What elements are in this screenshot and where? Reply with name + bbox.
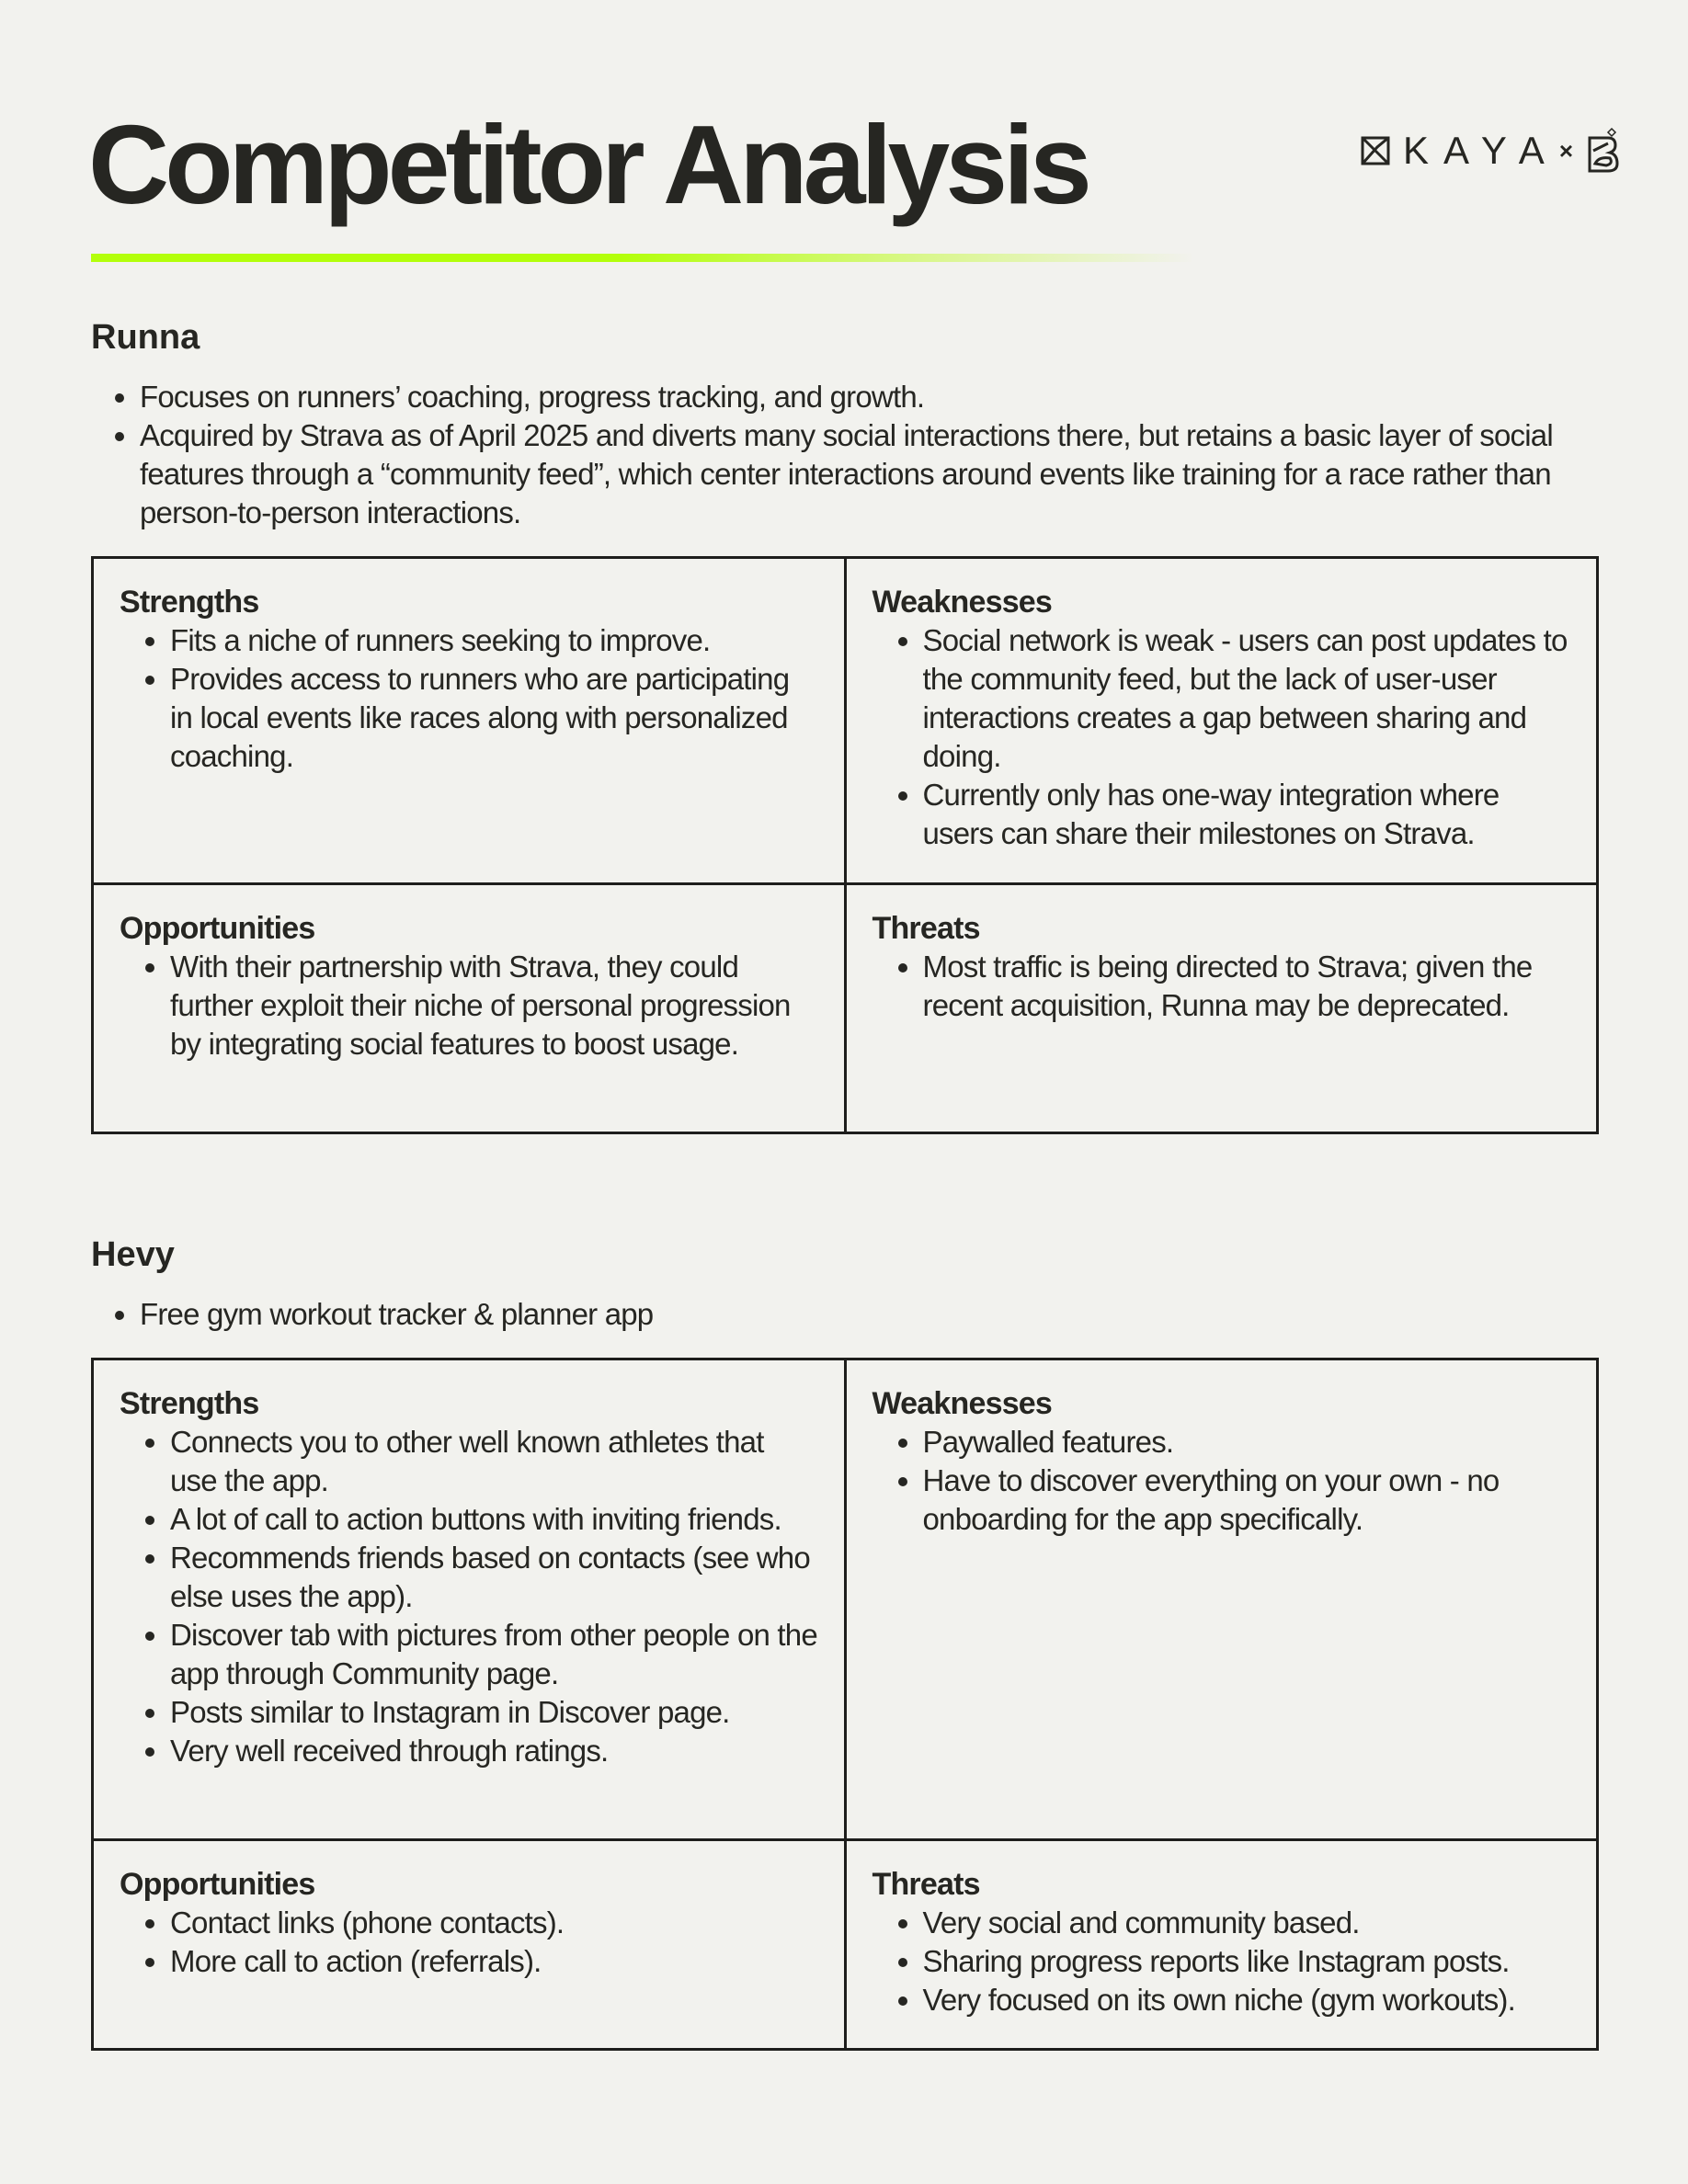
list-item: • Currently only has one-way integration where users can share their milestones on Strava. [923, 776, 1571, 853]
weaknesses-cell [845, 1359, 1598, 1840]
opportunities-cell [93, 1840, 846, 2050]
logo-text: KAYA [1403, 129, 1559, 172]
list-item: • Contact links (phone contacts). [170, 1904, 818, 1942]
list-item: • Paywalled features. [923, 1423, 1571, 1462]
threats-cell [845, 1840, 1598, 2050]
list-item: • Acquired by Strava as of April 2025 and diverts many social interactions there, but retains a basic layer of social features through a “community feed”, which center interactions around events like training for a race rather than person-to-person interactions. [140, 416, 1599, 532]
cell-heading: Opportunities [120, 1867, 315, 1902]
list-item: • Have to discover everything on your own - no onboarding for the app specifically. [923, 1462, 1571, 1539]
list-item: • Fits a niche of runners seeking to improve. [170, 621, 818, 660]
threats-cell [845, 884, 1598, 1133]
list-item: • More call to action (referrals). [170, 1942, 818, 1981]
cell-heading: Opportunities [120, 911, 315, 946]
list-item: • Connects you to other well known athletes that use the app. [170, 1423, 818, 1500]
title-underline [91, 254, 1194, 262]
section-runna [91, 318, 1599, 1134]
kaya-mark-icon [1361, 136, 1390, 165]
list-item: • Focuses on runners’ coaching, progress tracking, and growth. [140, 378, 1599, 416]
section-heading: Hevy [91, 1235, 175, 1274]
b-brand-icon [1586, 127, 1619, 175]
intro-list [91, 378, 1599, 532]
kaya-logo [1361, 127, 1619, 175]
cell-heading: Strengths [120, 1386, 259, 1421]
list-item: • Very well received through ratings. [170, 1732, 818, 1770]
list-item: • Very focused on its own niche (gym workouts). [923, 1981, 1571, 2019]
list-item: • Most traffic is being directed to Strava; given the recent acquisition, Runna may be deprecated. [923, 948, 1571, 1025]
swot-table [91, 1358, 1599, 2051]
list-item: • Posts similar to Instagram in Discover page. [170, 1693, 818, 1732]
strengths-cell [93, 1359, 846, 1840]
logo-separator: × [1558, 136, 1574, 165]
weaknesses-cell [845, 558, 1598, 884]
strengths-cell [93, 558, 846, 884]
opportunities-cell [93, 884, 846, 1133]
cell-heading: Weaknesses [872, 585, 1053, 620]
cell-heading: Threats [872, 1867, 980, 1902]
list-item: • Free gym workout tracker & planner app [140, 1295, 1599, 1334]
list-item: • With their partnership with Strava, they could further exploit their niche of personal progression by integrating social features to boost usage. [170, 948, 818, 1064]
cell-heading: Weaknesses [872, 1386, 1053, 1421]
cell-heading: Strengths [120, 585, 259, 620]
page-title: Competitor Analysis [88, 102, 1088, 227]
section-heading: Runna [91, 318, 200, 357]
cell-heading: Threats [872, 911, 980, 946]
swot-table [91, 556, 1599, 1134]
intro-list [91, 1295, 1599, 1334]
list-item: • Provides access to runners who are participating in local events like races along with personalized coaching. [170, 660, 818, 776]
list-item: • Discover tab with pictures from other people on the app through Community page. [170, 1616, 818, 1693]
list-item: • A lot of call to action buttons with inviting friends. [170, 1500, 818, 1539]
section-hevy [91, 1235, 1599, 2051]
list-item: • Sharing progress reports like Instagram posts. [923, 1942, 1571, 1981]
list-item: • Very social and community based. [923, 1904, 1571, 1942]
list-item: • Social network is weak - users can post updates to the community feed, but the lack of user-user interactions creates a gap between sharing and doing. [923, 621, 1571, 776]
list-item: • Recommends friends based on contacts (see who else uses the app). [170, 1539, 818, 1616]
